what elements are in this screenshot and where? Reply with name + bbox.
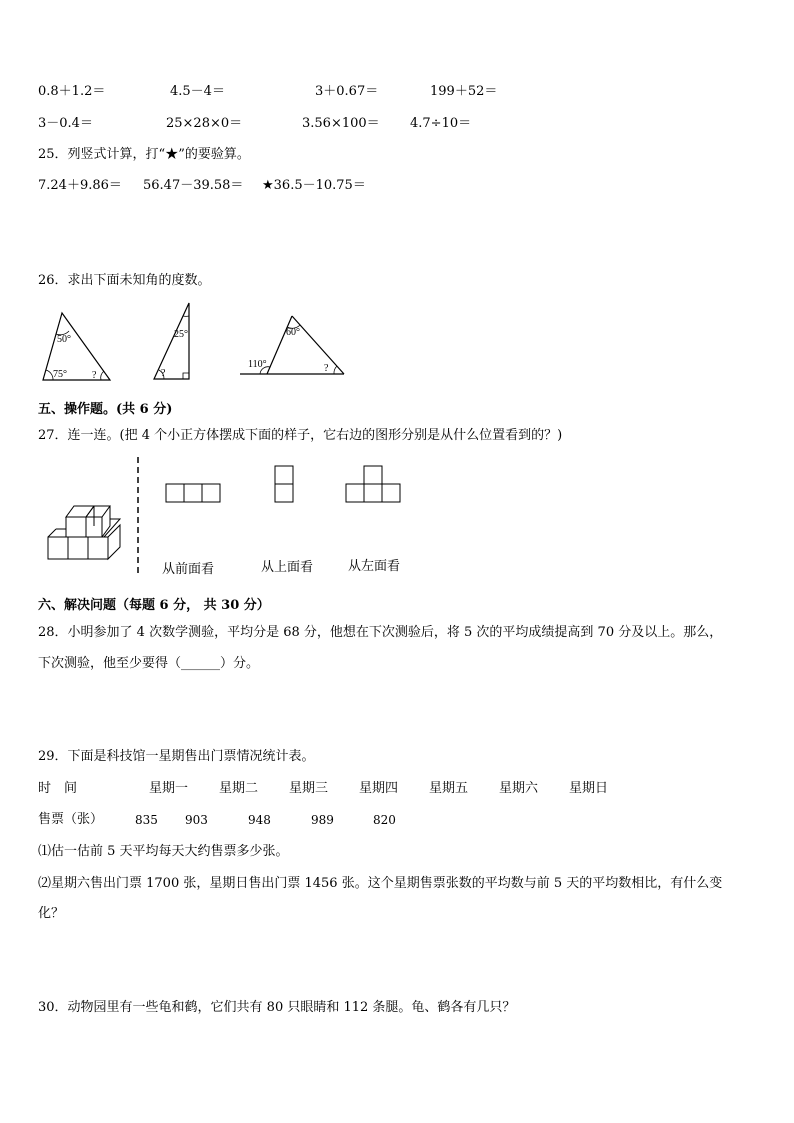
calc-item: 0.8＋1.2＝ (38, 84, 106, 99)
table-row-label: 售票（张） (38, 812, 104, 827)
view-label-left: 从左面看 (348, 559, 401, 574)
unknown-angle-label: ? (92, 370, 97, 381)
calc-item: 3.56×100＝ (302, 116, 380, 131)
view-label-front: 从前面看 (162, 562, 215, 577)
calc-item: 199＋52＝ (430, 84, 498, 99)
unknown-angle-label: ? (161, 368, 166, 379)
section-5-heading: 五、操作题。(共 6 分) (38, 402, 173, 417)
table-cell: 948 (248, 813, 271, 827)
angle-label: 50° (57, 334, 71, 345)
cube-stack-figure (48, 506, 120, 559)
table-header-cell: 星期二 (219, 781, 259, 796)
table-header-label: 时 间 (38, 781, 78, 796)
view-front-shape (166, 484, 220, 502)
question-29-sub-2: ⑵星期六售出门票 1700 张，星期日售出门票 1456 张。这个星期售票张数的平均数与前 5 天的平均数相比，有什么变 (38, 876, 723, 891)
table-header-cell: 星期四 (359, 781, 399, 796)
question-26-title: 26．求出下面未知角的度数。 (38, 273, 211, 288)
question-30-title: 30．动物园里有一些龟和鹤，它们共有 80 只眼睛和 112 条腿。龟、鹤各有几只？ (38, 1000, 516, 1015)
table-cell: 820 (373, 813, 396, 827)
section-6-heading: 六、解决问题（每题 6 分， 共 30 分） (38, 598, 270, 613)
vertical-calc-item: ★36.5－10.75＝ (262, 178, 366, 193)
table-header-cell: 星期六 (499, 781, 539, 796)
question-28-line: 28．小明参加了 4 次数学测验，平均分是 68 分，他想在下次测验后，将 5 次的平均成绩提高到 70 分及以上。那么， (38, 625, 723, 640)
question-29-sub-2: 化？ (38, 906, 65, 921)
vertical-calc-item: 7.24＋9.86＝ (38, 178, 122, 193)
triangle-1-figure (40, 308, 115, 383)
vertical-calc-item: 56.47－39.58＝ (143, 178, 244, 193)
angle-label: 75° (53, 369, 67, 380)
table-header-cell: 星期三 (289, 781, 329, 796)
question-28-line: 下次测验，他至少要得（______）分。 (38, 656, 260, 671)
table-cell: 989 (311, 813, 334, 827)
question-29-sub-1: ⑴估一估前 5 天平均每天大约售票多少张。 (38, 844, 289, 859)
table-header-cell: 星期五 (429, 781, 469, 796)
view-top-shape (275, 466, 293, 502)
view-left-shape (346, 466, 400, 502)
question-29-title: 29．下面是科技馆一星期售出门票情况统计表。 (38, 749, 315, 764)
calc-item: 3＋0.67＝ (315, 84, 379, 99)
table-header-cell: 星期日 (569, 781, 609, 796)
unknown-angle-label: ? (324, 363, 329, 374)
question-25-title: 25．列竖式计算，打“★”的要验算。 (38, 147, 250, 162)
table-cell: 903 (185, 813, 208, 827)
angle-label: 60° (286, 327, 300, 338)
table-cell: 835 (135, 813, 158, 827)
exterior-angle-label: 110° (248, 359, 267, 370)
triangle-3-figure (240, 310, 350, 378)
angle-label: 25° (174, 329, 188, 340)
calc-item: 4.7÷10＝ (410, 116, 472, 131)
calc-item: 25×28×0＝ (166, 116, 243, 131)
triangle-2-figure (150, 300, 195, 382)
calc-item: 3－0.4＝ (38, 116, 93, 131)
question-27-title: 27．连一连。(把 4 个小正方体摆成下面的样子，它右边的图形分别是从什么位置看到的？) (38, 428, 563, 443)
view-label-top: 从上面看 (261, 560, 314, 575)
calc-item: 4.5－4＝ (170, 84, 225, 99)
table-header-cell: 星期一 (149, 781, 189, 796)
